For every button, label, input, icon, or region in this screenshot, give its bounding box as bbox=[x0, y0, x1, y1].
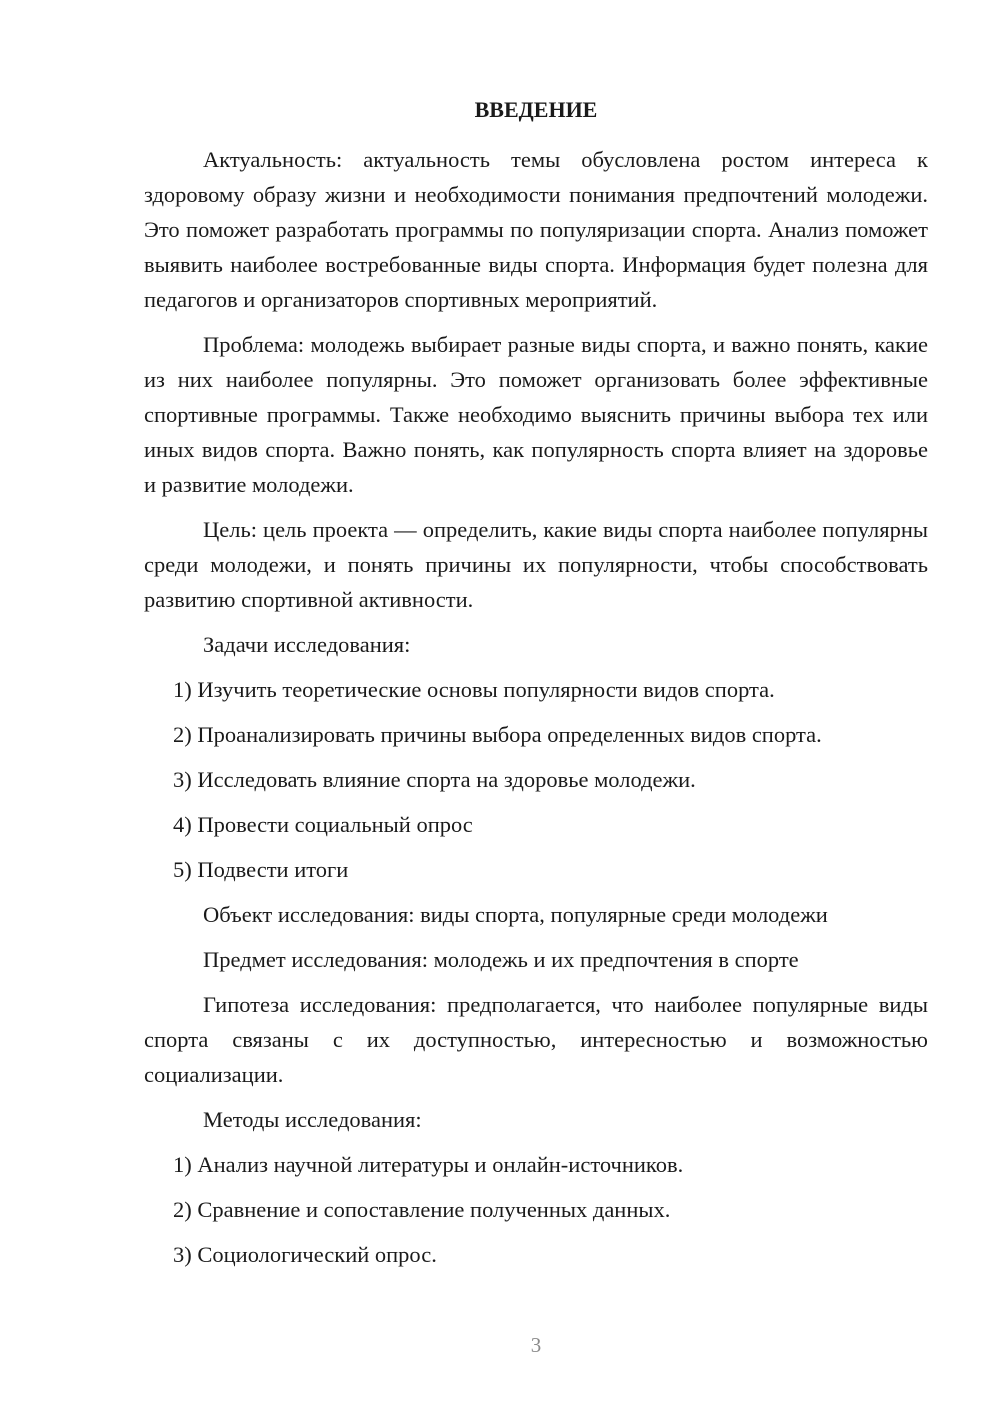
document-page bbox=[144, 95, 928, 1282]
hypothesis-paragraph: Гипотеза исследования: предполагается, что наиболее популярные виды спорта связаны с их доступностью, интересностью и возможностью социализации. bbox=[144, 992, 928, 1087]
problem-paragraph: Проблема: молодежь выбирает разные виды спорта, и важно понять, какие из них наиболее популярны. Это поможет организовать более эффективные спортивные программы. Также необходимо выяснить причины выбора тех или иных видов спорта. Важно понять, как популярность спорта влияет на здоровье и развитие молодежи. bbox=[144, 332, 928, 497]
task-item-5: 5) Подвести итоги bbox=[173, 857, 349, 882]
method-item-1: 1) Анализ научной литературы и онлайн-источников. bbox=[173, 1152, 684, 1177]
tasks-heading: Задачи исследования: bbox=[203, 632, 411, 657]
task-item-4: 4) Провести социальный опрос bbox=[173, 812, 473, 837]
task-item-1: 1) Изучить теоретические основы популярности видов спорта. bbox=[173, 677, 775, 702]
research-object: Объект исследования: виды спорта, популярные среди молодежи bbox=[203, 902, 828, 927]
goal-paragraph: Цель: цель проекта — определить, какие виды спорта наиболее популярны среди молодежи, и понять причины их популярности, чтобы способствовать развитию спортивной активности. bbox=[144, 517, 928, 612]
task-item-2: 2) Проанализировать причины выбора определенных видов спорта. bbox=[173, 722, 822, 747]
methods-heading: Методы исследования: bbox=[203, 1107, 422, 1132]
research-subject: Предмет исследования: молодежь и их предпочтения в спорте bbox=[203, 947, 799, 972]
method-item-2: 2) Сравнение и сопоставление полученных данных. bbox=[173, 1197, 671, 1222]
relevance-paragraph: Актуальность: актуальность темы обусловлена ростом интереса к здоровому образу жизни и необходимости понимания предпочтений молодежи. Это поможет разработать программы по популяризации спорта. Анализ поможет выявить наиболее востребованные виды спорта. Информация будет полезна для педагогов и организаторов спортивных мероприятий. bbox=[144, 147, 928, 312]
task-item-3: 3) Исследовать влияние спорта на здоровье молодежи. bbox=[173, 767, 696, 792]
page-title: ВВЕДЕНИЕ bbox=[474, 97, 598, 122]
method-item-3: 3) Социологический опрос. bbox=[173, 1242, 437, 1267]
page-number: 3 bbox=[530, 1333, 542, 1357]
